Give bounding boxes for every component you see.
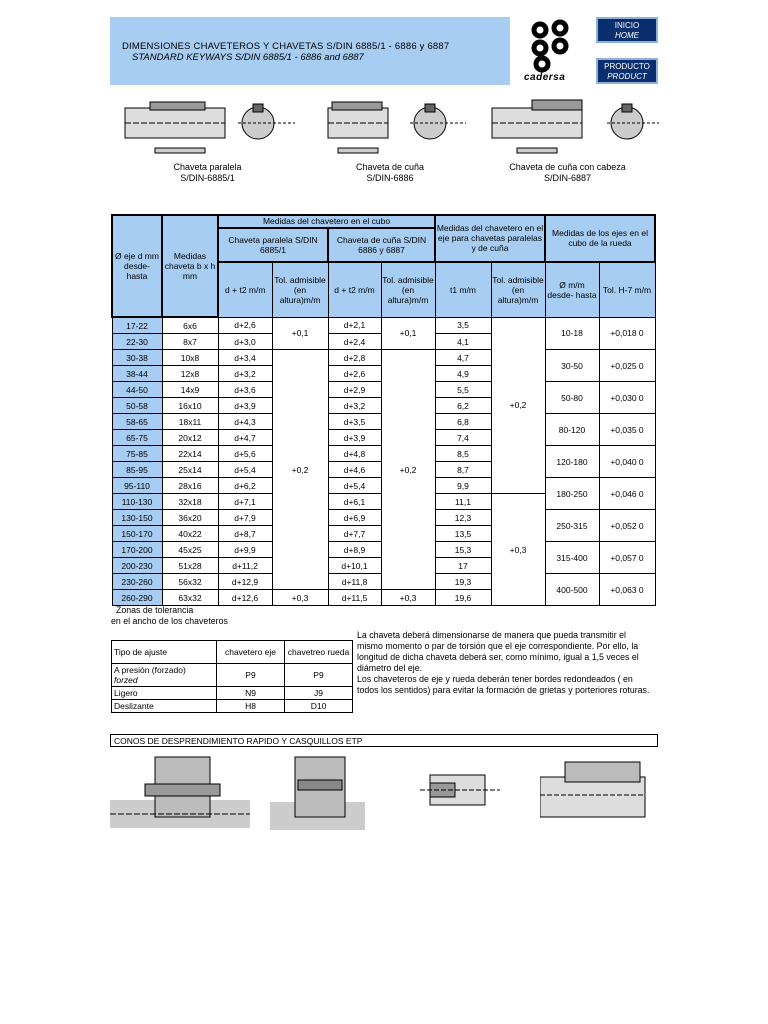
caption-gib-2: S/DIN-6887 [543, 173, 592, 183]
table-cell: 30-38 [112, 350, 162, 366]
table-cell: d+2,4 [328, 334, 381, 350]
table-cell: +0,2 [381, 350, 435, 590]
table-cell: d+3,2 [218, 366, 272, 382]
title-en: STANDARD KEYWAYS S/DIN 6885/1 - 6886 and 6887 [132, 52, 364, 63]
caption-gib [490, 162, 645, 184]
table-cell: +0,2 [272, 350, 328, 590]
table-cell: 200-230 [112, 558, 162, 574]
cone-drawing-2 [270, 752, 370, 834]
table-cell: 170-200 [112, 542, 162, 558]
table-row [112, 350, 655, 366]
table-cell: d+3,9 [328, 430, 381, 446]
table-cell: 6,2 [435, 398, 491, 414]
header-tol-w: Tol. admisible (en altura)m/m [381, 262, 435, 317]
wedge-key-drawing [318, 88, 468, 160]
table-cell: 18x11 [162, 414, 218, 430]
table-cell: 120-180 [545, 446, 599, 478]
table-cell: d+2,8 [328, 350, 381, 366]
table-cell: +0,046 0 [599, 478, 655, 510]
table-cell: +0,063 0 [599, 574, 655, 606]
table-cell: 110-130 [112, 494, 162, 510]
table-cell: d+11,5 [328, 590, 381, 606]
table-cell: d+7,9 [218, 510, 272, 526]
tol-row-deslizante: Deslizante [112, 700, 217, 713]
table-cell: +0,030 0 [599, 382, 655, 414]
table-cell: 15,3 [435, 542, 491, 558]
table-cell: 44-50 [112, 382, 162, 398]
table-cell: d+8,7 [218, 526, 272, 542]
zones-line2: en el ancho de los chaveteros [111, 616, 228, 626]
table-cell: +0,018 0 [599, 317, 655, 350]
table-cell: 85-95 [112, 462, 162, 478]
table-cell: 10x8 [162, 350, 218, 366]
table-cell: +0,052 0 [599, 510, 655, 542]
table-cell: 10-18 [545, 317, 599, 350]
table-cell: 58-65 [112, 414, 162, 430]
table-cell: 6x6 [162, 317, 218, 334]
table-cell: 260-290 [112, 590, 162, 606]
table-body [112, 317, 655, 606]
tol-cell: N9 [217, 687, 285, 700]
cone-drawing-1 [110, 752, 260, 834]
keyway-table [111, 214, 656, 606]
table-cell: d+4,7 [218, 430, 272, 446]
header-dmm: Ø m/m desde- hasta [545, 262, 599, 317]
table-cell: d+2,1 [328, 317, 381, 334]
header-shaftkey: Medidas del chavetero en el eje para chavetas paralelas y de cuña [435, 215, 545, 262]
header-dt2-p: d + t2 m/m [218, 262, 272, 317]
table-cell: 95-110 [112, 478, 162, 494]
header-shaft: Ø eje d mm desde- hasta [112, 215, 162, 317]
table-cell: 32x18 [162, 494, 218, 510]
bushing-drawing-2 [540, 757, 650, 822]
table-cell: 19,3 [435, 574, 491, 590]
table-cell: 40x22 [162, 526, 218, 542]
table-cell: 4,7 [435, 350, 491, 366]
caption-wedge [330, 162, 450, 184]
table-cell: +0,2 [491, 317, 545, 494]
caption-parallel-2: S/DIN-6885/1 [180, 173, 235, 183]
table-cell: 9,9 [435, 478, 491, 494]
tol-cell: P9 [285, 664, 353, 687]
table-cell: 25x14 [162, 462, 218, 478]
tol-row-ligero: Ligero [112, 687, 217, 700]
nav-product-label-en: PRODUCT [607, 72, 647, 81]
tol-row-forzed [112, 664, 217, 687]
gib-head-key-drawing [487, 88, 662, 160]
table-cell: d+6,2 [218, 478, 272, 494]
table-cell: 3,5 [435, 317, 491, 334]
tol-cell: H8 [217, 700, 285, 713]
table-cell: 11,1 [435, 494, 491, 510]
table-cell: 51x28 [162, 558, 218, 574]
table-cell: +0,040 0 [599, 446, 655, 478]
table-cell: 14x9 [162, 382, 218, 398]
table-row [112, 317, 655, 334]
caption-gib-1: Chaveta de cuña con cabeza [509, 162, 626, 172]
table-cell: d+3,4 [218, 350, 272, 366]
header-key: Medidas chaveta b x h mm [162, 215, 218, 317]
table-cell: d+3,0 [218, 334, 272, 350]
header-tol-p: Tol. admisible (en altura)m/m [272, 262, 328, 317]
nav-product-label: PRODUCTO [604, 62, 650, 71]
table-cell: 20x12 [162, 430, 218, 446]
tol-h3: chavetreo rueda [285, 641, 353, 664]
table-cell: +0,3 [381, 590, 435, 606]
table-cell: d+5,4 [218, 462, 272, 478]
bushing-drawing-1 [420, 765, 500, 815]
table-cell: 38-44 [112, 366, 162, 382]
table-cell: d+4,6 [328, 462, 381, 478]
header-dt2-w: d + t2 m/m [328, 262, 381, 317]
table-cell: +0,3 [491, 494, 545, 606]
tol-row-forzed-en: forzed [114, 675, 138, 685]
table-cell: d+2,6 [328, 366, 381, 382]
table-cell: d+9,9 [218, 542, 272, 558]
table-cell: 80-120 [545, 414, 599, 446]
table-cell: d+3,2 [328, 398, 381, 414]
logo-text: cadersa [524, 72, 566, 83]
table-cell: d+5,6 [218, 446, 272, 462]
tol-cell: D10 [285, 700, 353, 713]
table-cell: 50-58 [112, 398, 162, 414]
table-cell: d+11,2 [218, 558, 272, 574]
tol-h1: Tipo de ajuste [112, 641, 217, 664]
zones-line1: Zonas de tolerancia [116, 605, 194, 615]
table-cell: d+6,1 [328, 494, 381, 510]
zones-caption [111, 605, 228, 627]
table-cell: d+11,8 [328, 574, 381, 590]
table-cell: 180-250 [545, 478, 599, 510]
table-cell: 8,7 [435, 462, 491, 478]
table-cell: 5,5 [435, 382, 491, 398]
header-hub: Medidas del chavetero en el cubo [218, 215, 435, 228]
table-cell: d+2,9 [328, 382, 381, 398]
header-t1: t1 m/m [435, 262, 491, 317]
table-cell: d+5,4 [328, 478, 381, 494]
table-cell: 13,5 [435, 526, 491, 542]
table-cell: 230-260 [112, 574, 162, 590]
caption-wedge-2: S/DIN-6886 [366, 173, 414, 183]
parallel-key-drawing [120, 90, 300, 160]
tol-h2: chavetero eje [217, 641, 285, 664]
table-cell: 130-150 [112, 510, 162, 526]
table-cell: 4,9 [435, 366, 491, 382]
table-cell: 50-80 [545, 382, 599, 414]
table-cell: 400-500 [545, 574, 599, 606]
table-cell: d+3,6 [218, 382, 272, 398]
table-cell: d+2,6 [218, 317, 272, 334]
table-cell: 6,8 [435, 414, 491, 430]
table-cell: 56x32 [162, 574, 218, 590]
title-es: DIMENSIONES CHAVETEROS Y CHAVETAS S/DIN 6885/1 - 6886 y 6887 [122, 41, 450, 52]
header-wedge: Chaveta de cuña S/DIN 6886 y 6887 [328, 228, 435, 262]
table-cell: 17-22 [112, 317, 162, 334]
table-cell: +0,035 0 [599, 414, 655, 446]
header-parallel: Chaveta paralela S/DIN 6885/1 [218, 228, 328, 262]
table-cell: +0,025 0 [599, 350, 655, 382]
note-text [357, 630, 657, 696]
table-cell: d+3,5 [328, 414, 381, 430]
conos-heading: CONOS DE DESPRENDIMIENTO RAPIDO Y CASQUILLOS ETP [110, 734, 658, 747]
header-tol-t1: Tol. admisible (en altura)m/m [491, 262, 545, 317]
nav-home-label-en: HOME [615, 31, 639, 40]
tol-cell: P9 [217, 664, 285, 687]
nav-home-button[interactable] [596, 17, 658, 43]
caption-parallel [150, 162, 265, 184]
cadersa-logo-icon [528, 18, 580, 74]
table-cell: 45x25 [162, 542, 218, 558]
table-cell: 63x32 [162, 590, 218, 606]
table-cell: +0,1 [381, 317, 435, 350]
table-cell: 19,6 [435, 590, 491, 606]
table-cell: 8x7 [162, 334, 218, 350]
table-cell: 4,1 [435, 334, 491, 350]
note-l3: Los chaveteros de eje y rueda deberán tener bordes redondeados ( en [357, 674, 633, 684]
header-h7: Tol. H-7 m/m [599, 262, 655, 317]
table-cell: +0,3 [272, 590, 328, 606]
caption-parallel-1: Chaveta paralela [173, 162, 242, 172]
tolerance-table [111, 640, 353, 713]
header-hubaxes: Medidas de los ejes en el cubo de la rueda [545, 215, 655, 262]
tol-cell: J9 [285, 687, 353, 700]
table-cell: d+4,8 [328, 446, 381, 462]
note-l2: mismo momento o par de torsión que el eje correspondiente. Por ello, la longitud de dicha chaveta deberá ser, como mínimo, igual a 1,5 veces el diámetro del eje. [357, 641, 639, 673]
note-l4: todos los sentidos) para evitar la formación de grietas y porteriores roturas. [357, 685, 650, 695]
table-cell: 36x20 [162, 510, 218, 526]
table-cell: 12,3 [435, 510, 491, 526]
caption-wedge-1: Chaveta de cuña [355, 162, 425, 172]
table-cell: d+6,9 [328, 510, 381, 526]
table-cell: 315-400 [545, 542, 599, 574]
table-cell: 22-30 [112, 334, 162, 350]
table-cell: 250-315 [545, 510, 599, 542]
table-cell: +0,057 0 [599, 542, 655, 574]
table-cell: d+7,1 [218, 494, 272, 510]
table-cell: 28x16 [162, 478, 218, 494]
table-cell: d+10,1 [328, 558, 381, 574]
table-cell: 12x8 [162, 366, 218, 382]
table-cell: 30-50 [545, 350, 599, 382]
table-cell: 7,4 [435, 430, 491, 446]
table-cell: d+4,3 [218, 414, 272, 430]
table-cell: d+3,9 [218, 398, 272, 414]
table-cell: d+7,7 [328, 526, 381, 542]
table-cell: 150-170 [112, 526, 162, 542]
table-cell: d+12,6 [218, 590, 272, 606]
header-banner [110, 17, 510, 85]
table-cell: d+8,9 [328, 542, 381, 558]
nav-home-label: INICIO [614, 21, 640, 30]
nav-product-button[interactable] [596, 58, 658, 84]
table-cell: 75-85 [112, 446, 162, 462]
table-cell: 16x10 [162, 398, 218, 414]
tol-row-forzed-es: A presión (forzado) [114, 665, 186, 675]
table-cell: 65-75 [112, 430, 162, 446]
table-cell: 22x14 [162, 446, 218, 462]
table-cell: 8,5 [435, 446, 491, 462]
table-cell: +0,1 [272, 317, 328, 350]
table-cell: 17 [435, 558, 491, 574]
table-cell: d+12,9 [218, 574, 272, 590]
note-l1: La chaveta deberá dimensionarse de manera que pueda transmitir el [357, 630, 626, 640]
